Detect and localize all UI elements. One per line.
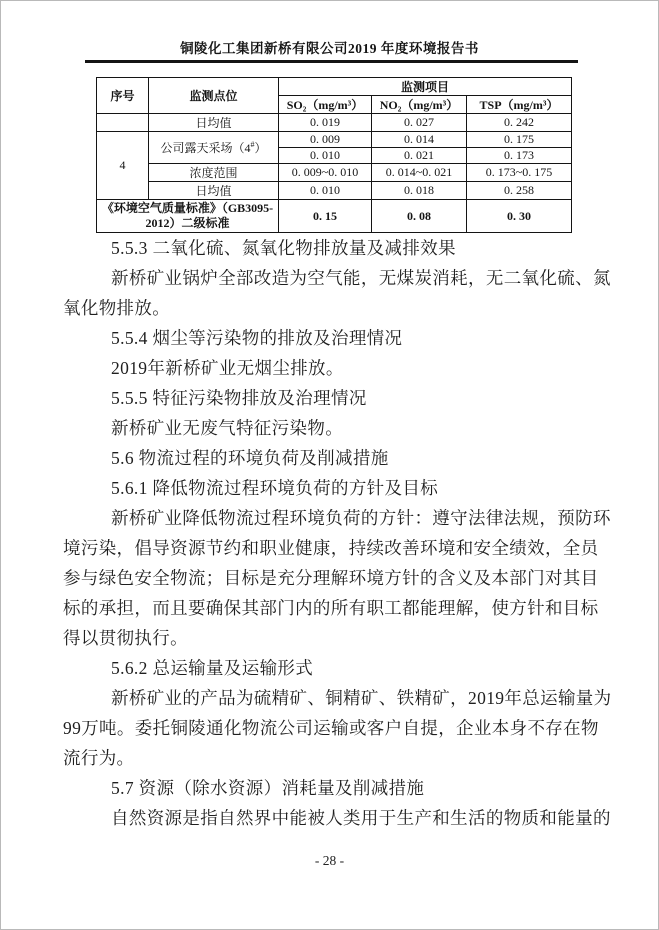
body-text-block xyxy=(63,233,612,833)
section-heading-5-5-5: 5.5.5 特征污染物排放及治理情况 xyxy=(111,388,367,408)
body-line: 流行为。 xyxy=(63,748,135,768)
table-header-monitoring-items: 监测项目 xyxy=(279,78,572,96)
body-line: 新桥矿业降低物流过程环境负荷的方针：遵守法律法规，预防环 xyxy=(111,508,611,528)
table-cell-value: 0. 018 xyxy=(372,182,467,200)
air-quality-monitoring-table xyxy=(96,77,572,233)
body-line: 新桥矿业无废气特征污染物。 xyxy=(111,418,344,438)
table-cell-value: 0. 009~0. 010 xyxy=(279,164,372,182)
table-cell-standard-no2: 0. 08 xyxy=(372,200,467,233)
table-cell-value: 0. 019 xyxy=(279,114,372,132)
body-line: 99万吨。委托铜陵通化物流公司运输或客户自提，企业本身不存在物 xyxy=(63,718,599,738)
table-cell-standard-so2: 0. 15 xyxy=(279,200,372,233)
table-cell-value: 0. 242 xyxy=(467,114,572,132)
table-cell-serial-no-4: 4 xyxy=(97,132,149,200)
table-cell-value: 0. 010 xyxy=(279,148,372,164)
body-line: 新桥矿业锅炉全部改造为空气能，无煤炭消耗，无二氧化硫、氮 xyxy=(111,268,611,288)
body-line: 境污染，倡导资源节约和职业健康，持续改善环境和安全绩效，全员 xyxy=(63,538,599,558)
page-number: - 28 - xyxy=(314,853,345,868)
body-line: 氧化物排放。 xyxy=(63,298,171,318)
table-header-tsp: TSP（mg/m³） xyxy=(467,96,572,114)
table-header-monitoring-point: 监测点位 xyxy=(149,78,279,114)
table-cell-serial-empty xyxy=(97,114,149,132)
section-heading-5-6: 5.6 物流过程的环境负荷及削减措施 xyxy=(111,448,389,468)
section-heading-5-5-4: 5.5.4 烟尘等污染物的排放及治理情况 xyxy=(111,328,403,348)
table-cell-point-open-pit: 公司露天采场（4#） xyxy=(149,132,279,164)
table-cell-value: 0. 010 xyxy=(279,182,372,200)
body-line: 得以贯彻执行。 xyxy=(63,628,188,648)
table-cell-point-daily-avg: 日均值 xyxy=(149,182,279,200)
table-header-no2: NO₂（mg/m³） xyxy=(372,96,467,114)
table-cell-value: 0. 027 xyxy=(372,114,467,132)
body-line: 标的承担，而且要确保其部门内的所有职工都能理解，使方针和目标 xyxy=(63,598,599,618)
table-cell-value: 0. 021 xyxy=(372,148,467,164)
table-header-so2: SO₂（mg/m³） xyxy=(279,96,372,114)
section-heading-5-6-1: 5.6.1 降低物流过程环境负荷的方针及目标 xyxy=(111,478,439,498)
title-divider-rule xyxy=(85,60,578,63)
body-line: 2019年新桥矿业无烟尘排放。 xyxy=(111,358,344,378)
page-title: 铜陵化工集团新桥有限公司2019 年度环境报告书 xyxy=(180,41,479,56)
body-line: 自然资源是指自然界中能被人类用于生产和生活的物质和能量的 xyxy=(111,808,611,828)
superscript-hash: # xyxy=(250,140,255,149)
body-line: 参与绿色安全物流；目标是充分理解环境方针的含义及本部门对其目 xyxy=(63,568,599,588)
table-cell-point-conc-range: 浓度范围 xyxy=(149,164,279,182)
table-cell-value: 0. 014~0. 021 xyxy=(372,164,467,182)
table-cell-value: 0. 173~0. 175 xyxy=(467,164,572,182)
table-cell-value: 0. 175 xyxy=(467,132,572,148)
table-cell-value: 0. 009 xyxy=(279,132,372,148)
section-heading-5-6-2: 5.6.2 总运输量及运输形式 xyxy=(111,658,314,678)
table-cell-standard-tsp: 0. 30 xyxy=(467,200,572,233)
section-heading-5-7: 5.7 资源（除水资源）消耗量及削减措施 xyxy=(111,778,425,798)
section-heading-5-5-3: 5.5.3 二氧化硫、氮氧化物排放量及减排效果 xyxy=(111,238,456,258)
body-line: 新桥矿业的产品为硫精矿、铜精矿、铁精矿，2019年总运输量为 xyxy=(111,688,612,708)
table-cell-value: 0. 014 xyxy=(372,132,467,148)
table-cell-value: 0. 258 xyxy=(467,182,572,200)
table-cell-standard-label: 《环境空气质量标准》（GB3095- 2012）二级标准 xyxy=(97,200,279,233)
table-header-serial-no: 序号 xyxy=(97,78,149,114)
table-cell-value: 0. 173 xyxy=(467,148,572,164)
table-cell-point-daily-avg: 日均值 xyxy=(149,114,279,132)
